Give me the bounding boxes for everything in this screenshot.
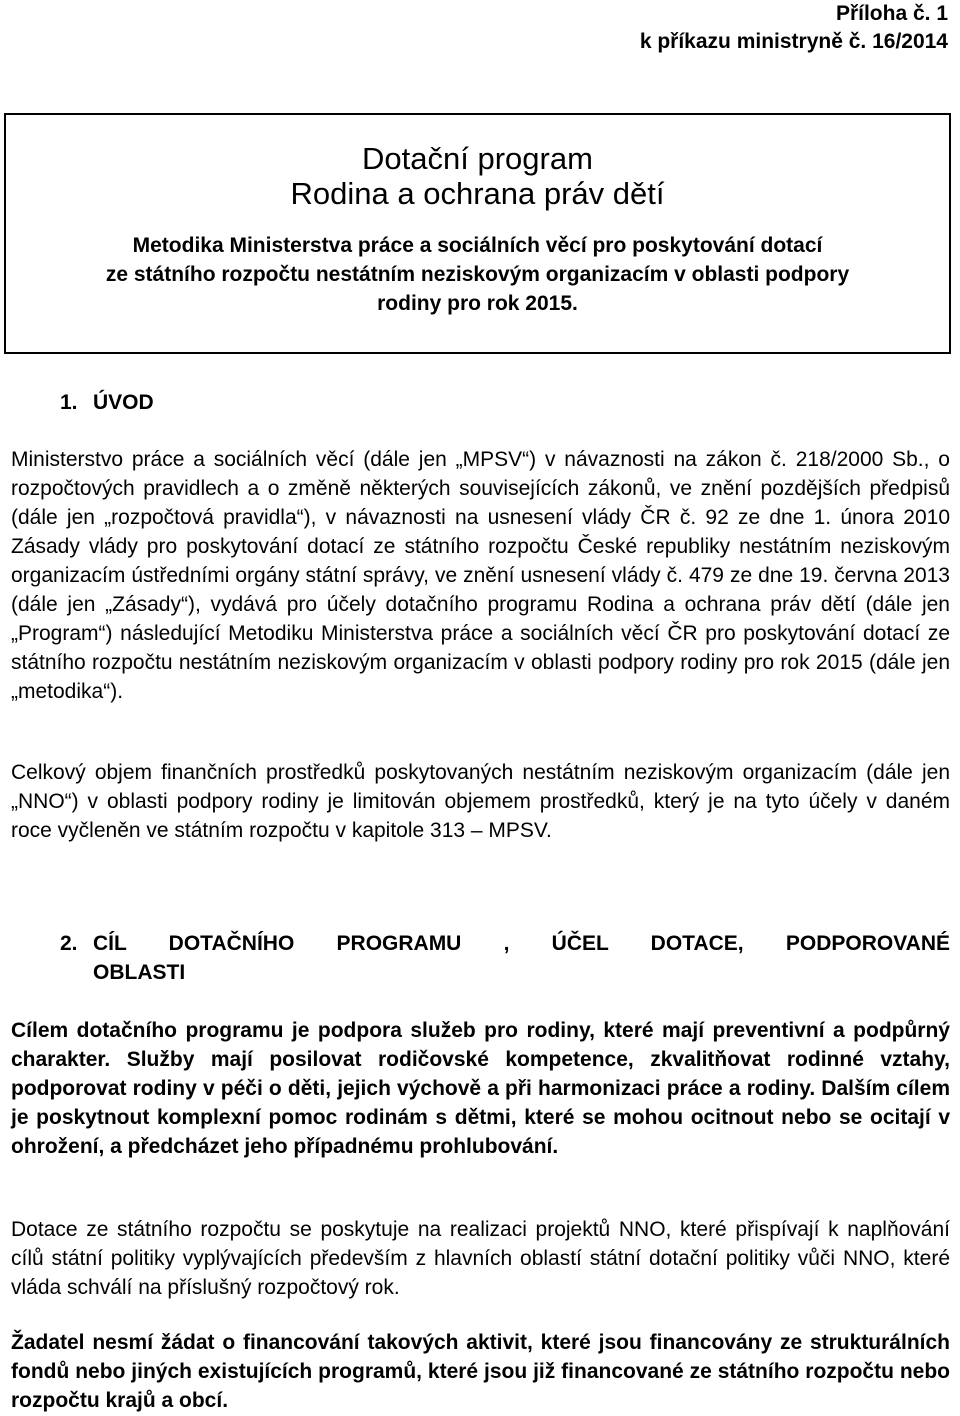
section-2-number: 2.: [60, 932, 78, 955]
program-subtitle-line-2: ze státního rozpočtu nestátním neziskovým organizacím v oblasti podpory: [105, 263, 850, 286]
program-title: [6, 141, 949, 211]
section-2-paragraph-3: Žadatel nesmí žádat o financování takových aktivit, které jsou financovány ze strukturálních fondů nebo jiných existujících programů, které jsou již financované ze státního rozpočtu nebo rozpočtu krajů a obcí.: [11, 1331, 950, 1412]
program-subtitle: [6, 231, 949, 318]
attachment-line-2: k příkazu ministryně č. 16/2014: [639, 30, 948, 53]
section-1-number: 1.: [60, 391, 78, 414]
section-2-paragraph-1: Cílem dotačního programu je podpora služeb pro rodiny, které mají preventivní a podpůrný charakter. Služby mají posilovat rodičovské kompetence, zkvalitňovat rodinné vztahy, podporovat rodiny v péči o děti, jejich výchově a při harmonizaci práce a rodiny. Dalším cílem je poskytnout komplexní pomoc rodinám s dětmi, které se mohou ocitnout nebo se ocitají v ohrožení, a předcházet jeho případnému prohlubování.: [11, 1019, 950, 1158]
section-1-paragraph-1: Ministerstvo práce a sociálních věcí (dále jen „MPSV“) v návaznosti na zákon č. 218/2000 Sb., o rozpočtových pravidlech a o změně některých souvisejících zákonů, ve znění pozdějších předpisů (dále jen „rozpočtová pravidla“), v návaznosti na usnesení vlády ČR č. 92 ze dne 1. února 2010 Zásady vlády pro poskytování dotací ze státního rozpočtu České republiky nestátním neziskovým organizacím ústředními orgány státní správy, ve znění usnesení vlády č. 479 ze dne 19. června 2013 (dále jen „Zásady“), vydává pro účely dotačního programu Rodina a ochrana práv dětí (dále jen „Program“) následující Metodiku Ministerstva práce a sociálních věcí ČR pro poskytování dotací ze státního rozpočtu nestátním neziskovým organizacím v oblasti podpory rodiny pro rok 2015 (dále jen „metodika“).: [11, 448, 950, 703]
title-box: [4, 113, 951, 354]
program-title-line-2: Rodina a ochrana práv dětí: [290, 176, 665, 211]
section-2-title-line-2: OBLASTI: [93, 961, 186, 984]
program-subtitle-line-1: Metodika Ministerstva práce a sociálních věcí pro poskytování dotací: [132, 234, 823, 257]
section-2-title-line-1: CÍL DOTAČNÍHO PROGRAMU , ÚČEL DOTACE, PODPOROVANÉ: [93, 932, 950, 955]
section-1-heading: [60, 388, 154, 417]
section-2-heading: [60, 929, 950, 987]
program-title-line-1: Dotační program: [362, 141, 593, 176]
section-1-title: ÚVOD: [93, 391, 154, 414]
section-1-paragraph-2: Celkový objem finančních prostředků poskytovaných nestátním neziskovým organizacím (dále jen „NNO“) v oblasti podpory rodiny je limitován objemem prostředků, který je na tyto účely v daném roce vyčleněn ve státním rozpočtu v kapitole 313 – MPSV.: [11, 761, 950, 842]
section-2-paragraph-2: Dotace ze státního rozpočtu se poskytuje na realizaci projektů NNO, které přispívají k naplňování cílů státní politiky vyplývajících především z hlavních oblastí státní dotační politiky vůči NNO, které vláda schválí na příslušný rozpočtový rok.: [11, 1218, 950, 1299]
attachment-line-1: Příloha č. 1: [835, 2, 948, 25]
program-subtitle-line-3: rodiny pro rok 2015.: [377, 292, 578, 315]
attachment-label: [640, 0, 948, 56]
